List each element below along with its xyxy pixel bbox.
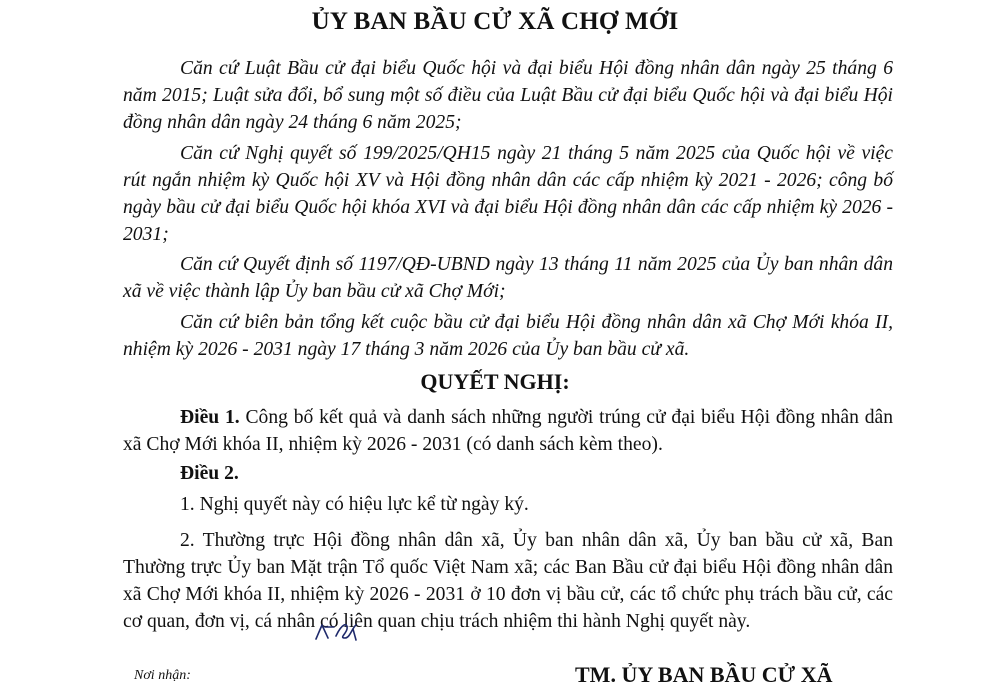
handwritten-initial [312, 619, 362, 645]
preamble-clause-3: Căn cứ Quyết định số 1197/QĐ-UBND ngày 13 tháng 11 năm 2025 của Ủy ban nhân dân xã về việc thành lập Ủy ban bầu cử xã Chợ Mới; [123, 254, 893, 302]
article-2-item-1: 1. Nghị quyết này có hiệu lực kể từ ngày ký. [180, 494, 529, 515]
article-1-text: Công bố kết quả và danh sách những người trúng cử đại biểu Hội đồng nhân dân xã Chợ Mới khóa II, nhiệm kỳ 2026 - 2031 (có danh sách kèm theo). [123, 407, 893, 455]
recipients-label: Nơi nhận: [134, 668, 191, 683]
resolution-heading: QUYẾT NGHỊ: [420, 369, 570, 394]
preamble-clause-4: Căn cứ biên bản tổng kết cuộc bầu cử đại biểu Hội đồng nhân dân xã Chợ Mới khóa II, nhiệm kỳ 2026 - 2031 ngày 17 tháng 3 năm 2026 của Ủy ban bầu cử xã. [123, 312, 893, 360]
document-title: ỦY BAN BẦU CỬ XÃ CHỢ MỚI [311, 8, 679, 35]
article-2-label: Điều 2. [180, 463, 239, 484]
article-2-item-2: 2. Thường trực Hội đồng nhân dân xã, Ủy ban nhân dân xã, Ủy ban bầu cử xã, Ban Thường trực Ủy ban Mặt trận Tổ quốc Việt Nam xã; các Ban Bầu cử đại biểu Hội đồng nhân dân xã Chợ Mới khóa II, nhiệm kỳ 2026 - 2031 ở 10 đơn vị bầu cử, các tổ chức phụ trách bầu cử, các cơ quan, đơn vị, cá nhân có liên quan chịu trách nhiệm thi hành Nghị quyết này. [123, 530, 893, 632]
article-1 [123, 404, 893, 458]
preamble-clause-2: Căn cứ Nghị quyết số 199/2025/QH15 ngày 21 tháng 5 năm 2025 của Quốc hội về việc rút ngắn nhiệm kỳ Quốc hội XV và Hội đồng nhân dân các cấp nhiệm kỳ 2021 - 2026; công bố ngày bầu cử đại biểu Quốc hội khóa XVI và đại biểu Hội đồng nhân dân các cấp nhiệm kỳ 2026 - 2031; [123, 143, 893, 245]
preamble-clause-1: Căn cứ Luật Bầu cử đại biểu Quốc hội và đại biểu Hội đồng nhân dân ngày 25 tháng 6 năm 2015; Luật sửa đổi, bổ sung một số điều của Luật Bầu cử đại biểu Quốc hội và đại biểu Hội đồng nhân dân ngày 24 tháng 6 năm 2025; [123, 58, 893, 133]
article-1-label: Điều 1. [180, 407, 240, 428]
signature-block-title: TM. ỦY BAN BẦU CỬ XÃ [575, 662, 833, 687]
